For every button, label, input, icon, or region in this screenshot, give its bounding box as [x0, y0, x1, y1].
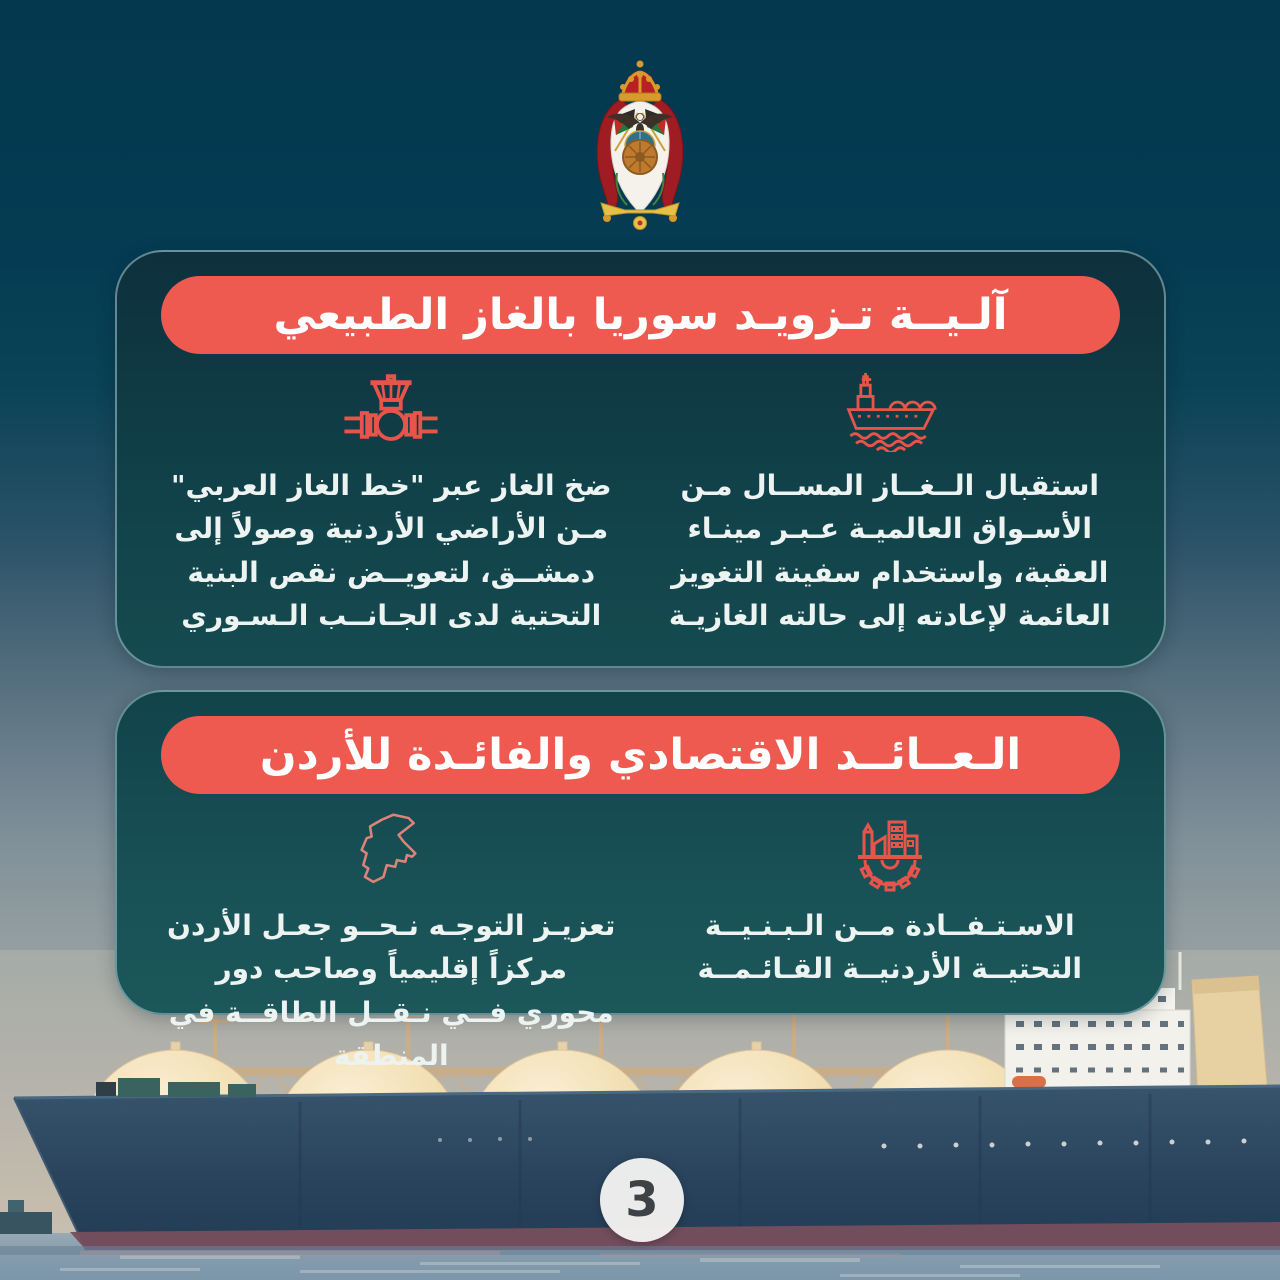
panel-gas-supply-mechanism — [115, 250, 1166, 668]
panel-title: الـعــائــد الاقتصادي والفائـدة للأردن — [161, 716, 1120, 794]
panel-item-text: ضخ الغاز عبر "خط الغاز العربي" مـن الأراضي الأردنية وصولاً إلى دمشــق، لتعويــض نقص البنية التحتية لدى الجـانــب الـسـوري — [170, 469, 612, 633]
panel-item-text: الاسـتـفــادة مــن الـبـنـيــة التحتيــة الأردنيــة القـائـمــة — [697, 909, 1083, 986]
jordan-coat-of-arms — [565, 52, 715, 234]
gas-valve-icon — [342, 366, 440, 452]
panel-item — [662, 366, 1119, 666]
page-number-badge — [600, 1158, 684, 1242]
panel-item-text: تعزيـز التوجـه نـحــو جعـل الأردن مركزاً إقليمياً وصاحب دور محوري فــي نـقــل الطاقــة في المنطقة — [167, 909, 616, 1073]
industry-gear-icon — [844, 806, 936, 892]
panel-title: آلـيــة تـزويـد سوريا بالغاز الطبيعي — [161, 276, 1120, 354]
panel-item — [662, 806, 1119, 1106]
panel-economic-benefit — [115, 690, 1166, 1073]
page-number: 3 — [625, 1172, 659, 1228]
panel-item-text: استقبال الــغــاز المســال مـن الأسـواق العالميـة عـبـر مينـاء العقبة، واستخدام سفينة التغويز العائمة لإعادته إلى حالته الغازيـة — [668, 469, 1111, 633]
lng-ship-icon — [840, 366, 940, 452]
jordan-map-icon — [343, 806, 439, 892]
panel-item — [163, 806, 620, 1106]
panel-item — [163, 366, 620, 666]
